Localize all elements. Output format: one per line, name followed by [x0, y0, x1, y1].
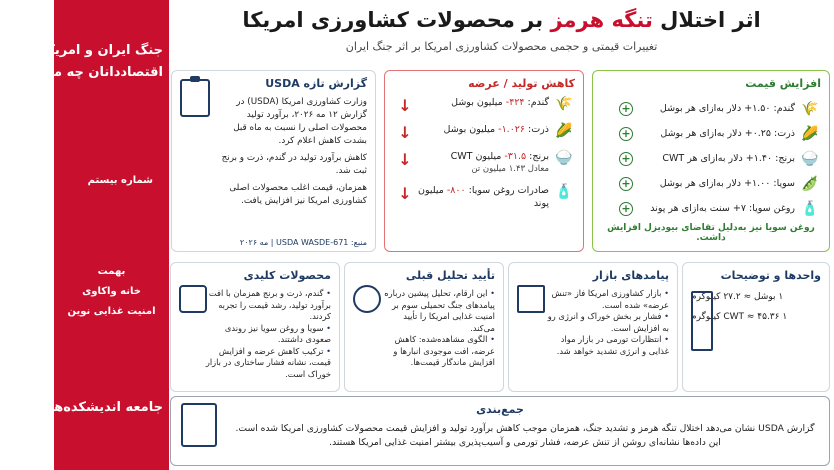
usda-paragraph: همزمان، قیمت اغلب محصولات اصلی کشاورزی امریکا نیز افزایش یافت. [229, 183, 367, 206]
units-panel [682, 262, 830, 392]
oil-bottle-icon: 🧴 [801, 200, 819, 217]
supply-drop-heading: کاهش تولید / عرضه [468, 77, 575, 90]
supply-value: ۳۱.۵- [504, 151, 527, 162]
wheat-icon: 🌾 [801, 100, 819, 117]
price-increase-heading: افزایش قیمت [745, 77, 821, 90]
supply-label: صادرات روغن سویا: [465, 185, 549, 196]
supply-label: ذرت: [525, 124, 549, 135]
units-line: ۱ CWT ≈ ۴۵.۳۶ کیلوگرم [691, 312, 788, 322]
summary-heading: جمع‌بندی [476, 403, 524, 416]
arrow-down-icon: ↓ [398, 150, 412, 169]
supply-unit: میلیون بوشل [443, 124, 499, 135]
supply-row [393, 96, 575, 115]
usda-heading: گزارش تازه USDA [265, 77, 367, 90]
list-item: • فشار بر بخش خوراک و انرژی رو به افزایش است. [543, 311, 669, 334]
summary-text: گزارش USDA نشان می‌دهد اختلال تنگه هرمز و تشدید جنگ، همزمان موجب کاهش برآورد تولید و افزایش قیمت محصولات کشاورزی امریکا شده است. این داده‌ها نشانه‌ای روشن از تنش عرضه، فشار تورمی و آسیب‌پذیری بیشتر امنیت غذایی امریکا هستند. [235, 423, 815, 448]
bank-building-icon [517, 285, 545, 313]
supply-unit: میلیون پوند [417, 185, 549, 209]
supply-drop-panel [384, 70, 584, 252]
brand-name: جامعه اندیشکده‌ها [49, 400, 163, 415]
price-row-text: روغن سویا: ۷+ سنت به‌ازای هر پوند [650, 203, 795, 214]
plus-circle-icon: + [619, 102, 633, 116]
rice-icon: 🍚 [555, 150, 573, 166]
list-item: • الگوی مشاهده‌شده: کاهش عرضه، افت موجودی انبارها و افزایش ماندگار قیمت‌ها. [379, 334, 495, 369]
sidebar-question-line2: اقتصاددانان چه می‌گویند؟ [0, 65, 163, 80]
list-item: • سویا و روغن سویا نیز روندی صعودی داشتند. [205, 323, 331, 346]
list-item: • ترکیب کاهش عرضه و افزایش قیمت، نشانه فشار ساختاری در بازار خوراک است. [205, 346, 331, 381]
summary-panel [170, 396, 830, 466]
supply-unit: میلیون بوشل [451, 97, 506, 108]
price-row [601, 171, 821, 196]
plus-circle-icon: + [619, 177, 633, 191]
title-part2: بر محصولات کشاورزی امریکا [242, 8, 551, 32]
publisher-line3: امنیت غذایی نوین [67, 306, 156, 317]
usda-paragraph: کاهش برآورد تولید در گندم، ذرت و برنج ثبت شد. [221, 153, 367, 176]
supply-unit: میلیون CWT [450, 151, 505, 162]
supply-value: ۱.۰۲۶- [498, 124, 526, 135]
price-row [601, 196, 821, 221]
publisher-line2: خانه واکاوی [82, 286, 141, 297]
units-heading: واحدها و توضیحات [720, 269, 821, 282]
supply-label: برنج: [526, 151, 549, 162]
main-content [169, 0, 834, 470]
units-line: ۱ بوشل ≈ ۲۷.۲ کیلوگرم [691, 292, 784, 302]
report-clipboard-icon [180, 79, 210, 117]
usda-source: منبع: USDA WASDE-671 | مه ۲۰۲۶ [239, 238, 367, 247]
publisher-credit [54, 262, 169, 322]
supply-row [393, 123, 575, 142]
publisher-line1: بهمت [97, 266, 126, 277]
list-item: • انتظارات تورمی در بازار مواد غذایی و انرژی تشدید خواهد شد. [543, 334, 669, 357]
corn-icon: 🌽 [555, 123, 573, 139]
price-row-text: گندم: ۱.۵۰+ دلار به‌ازای هر بوشل [659, 103, 795, 114]
price-note: روغن سویا نیز به‌دلیل تقاضای بیودیزل افزایش داشت. [607, 223, 815, 243]
plus-circle-icon: + [619, 202, 633, 216]
supply-label: گندم: [524, 97, 549, 108]
arrow-down-icon: ↓ [398, 184, 412, 203]
key-products-heading: محصولات کلیدی [243, 269, 331, 282]
ruler-icon [691, 291, 713, 351]
confirm-analysis-panel [344, 262, 504, 392]
title-highlight: تنگه هرمز [550, 8, 653, 32]
page-title [169, 8, 834, 32]
price-row-text: سویا: ۱.۰۰+ دلار به‌ازای هر بوشل [659, 178, 795, 189]
oil-bottle-icon: 🧴 [555, 184, 573, 200]
supply-subnote: معادل ۱.۴۳ میلیون تن [471, 164, 549, 174]
confirm-heading: تأیید تحلیل قبلی [405, 269, 495, 282]
sidebar-banner [0, 0, 169, 470]
rice-icon: 🍚 [801, 150, 819, 167]
soybean-icon: 🫛 [801, 175, 819, 192]
sidebar-question [0, 40, 163, 84]
supply-value: ۸۰۰- [446, 185, 466, 196]
supply-row [393, 184, 575, 210]
price-row [601, 121, 821, 146]
list-item: • این ارقام، تحلیل پیشین درباره پیامدهای جنگ تحمیلی سوم بر امنیت غذایی امریکا را تأیید می‌کند. [379, 288, 495, 334]
price-row-text: برنج: ۱.۴۰+ دلار به‌ازای هر CWT [662, 153, 795, 164]
key-products-panel [170, 262, 340, 392]
checklist-icon [181, 403, 217, 447]
price-row-text: ذرت: ۰.۲۵+ دلار به‌ازای هر بوشل [660, 128, 795, 139]
grain-basket-icon [179, 285, 207, 313]
wheat-icon: 🌾 [555, 96, 573, 112]
magnifier-icon [353, 285, 381, 313]
markets-heading: پیامدهای بازار [592, 269, 669, 282]
title-part1: اثر اختلال [652, 8, 761, 32]
arrow-down-icon: ↓ [398, 96, 412, 115]
issue-number: شماره بیستم [87, 175, 153, 186]
list-item: • گندم، ذرت و برنج همزمان با افت برآورد تولید، رشد قیمت را تجربه کردند. [205, 288, 331, 323]
usda-report-panel [171, 70, 376, 252]
plus-circle-icon: + [619, 127, 633, 141]
supply-row [393, 150, 575, 176]
market-implications-panel [508, 262, 678, 392]
page-subtitle: تغییرات قیمتی و حجمی محصولات کشاورزی امریکا بر اثر جنگ ایران [345, 40, 658, 53]
price-increase-panel [592, 70, 830, 252]
price-row [601, 96, 821, 121]
corn-icon: 🌽 [801, 125, 819, 142]
list-item: • بازار کشاورزی امریکا فاز «تنش عرضه» شده است. [543, 288, 669, 311]
usda-paragraph: وزارت کشاورزی امریکا (USDA) در گزارش ۱۲ مه ۲۰۲۶، برآورد تولید محصولات اصلی را نسبت به ماه قبل بشدت کاهش اعلام کرد. [233, 97, 367, 146]
plus-circle-icon: + [619, 152, 633, 166]
arrow-down-icon: ↓ [398, 123, 412, 142]
sidebar-question-line1: جنگ ایران و امریکا؛ [37, 43, 163, 58]
supply-value: ۴۲۴- [505, 97, 525, 108]
price-row [601, 146, 821, 171]
